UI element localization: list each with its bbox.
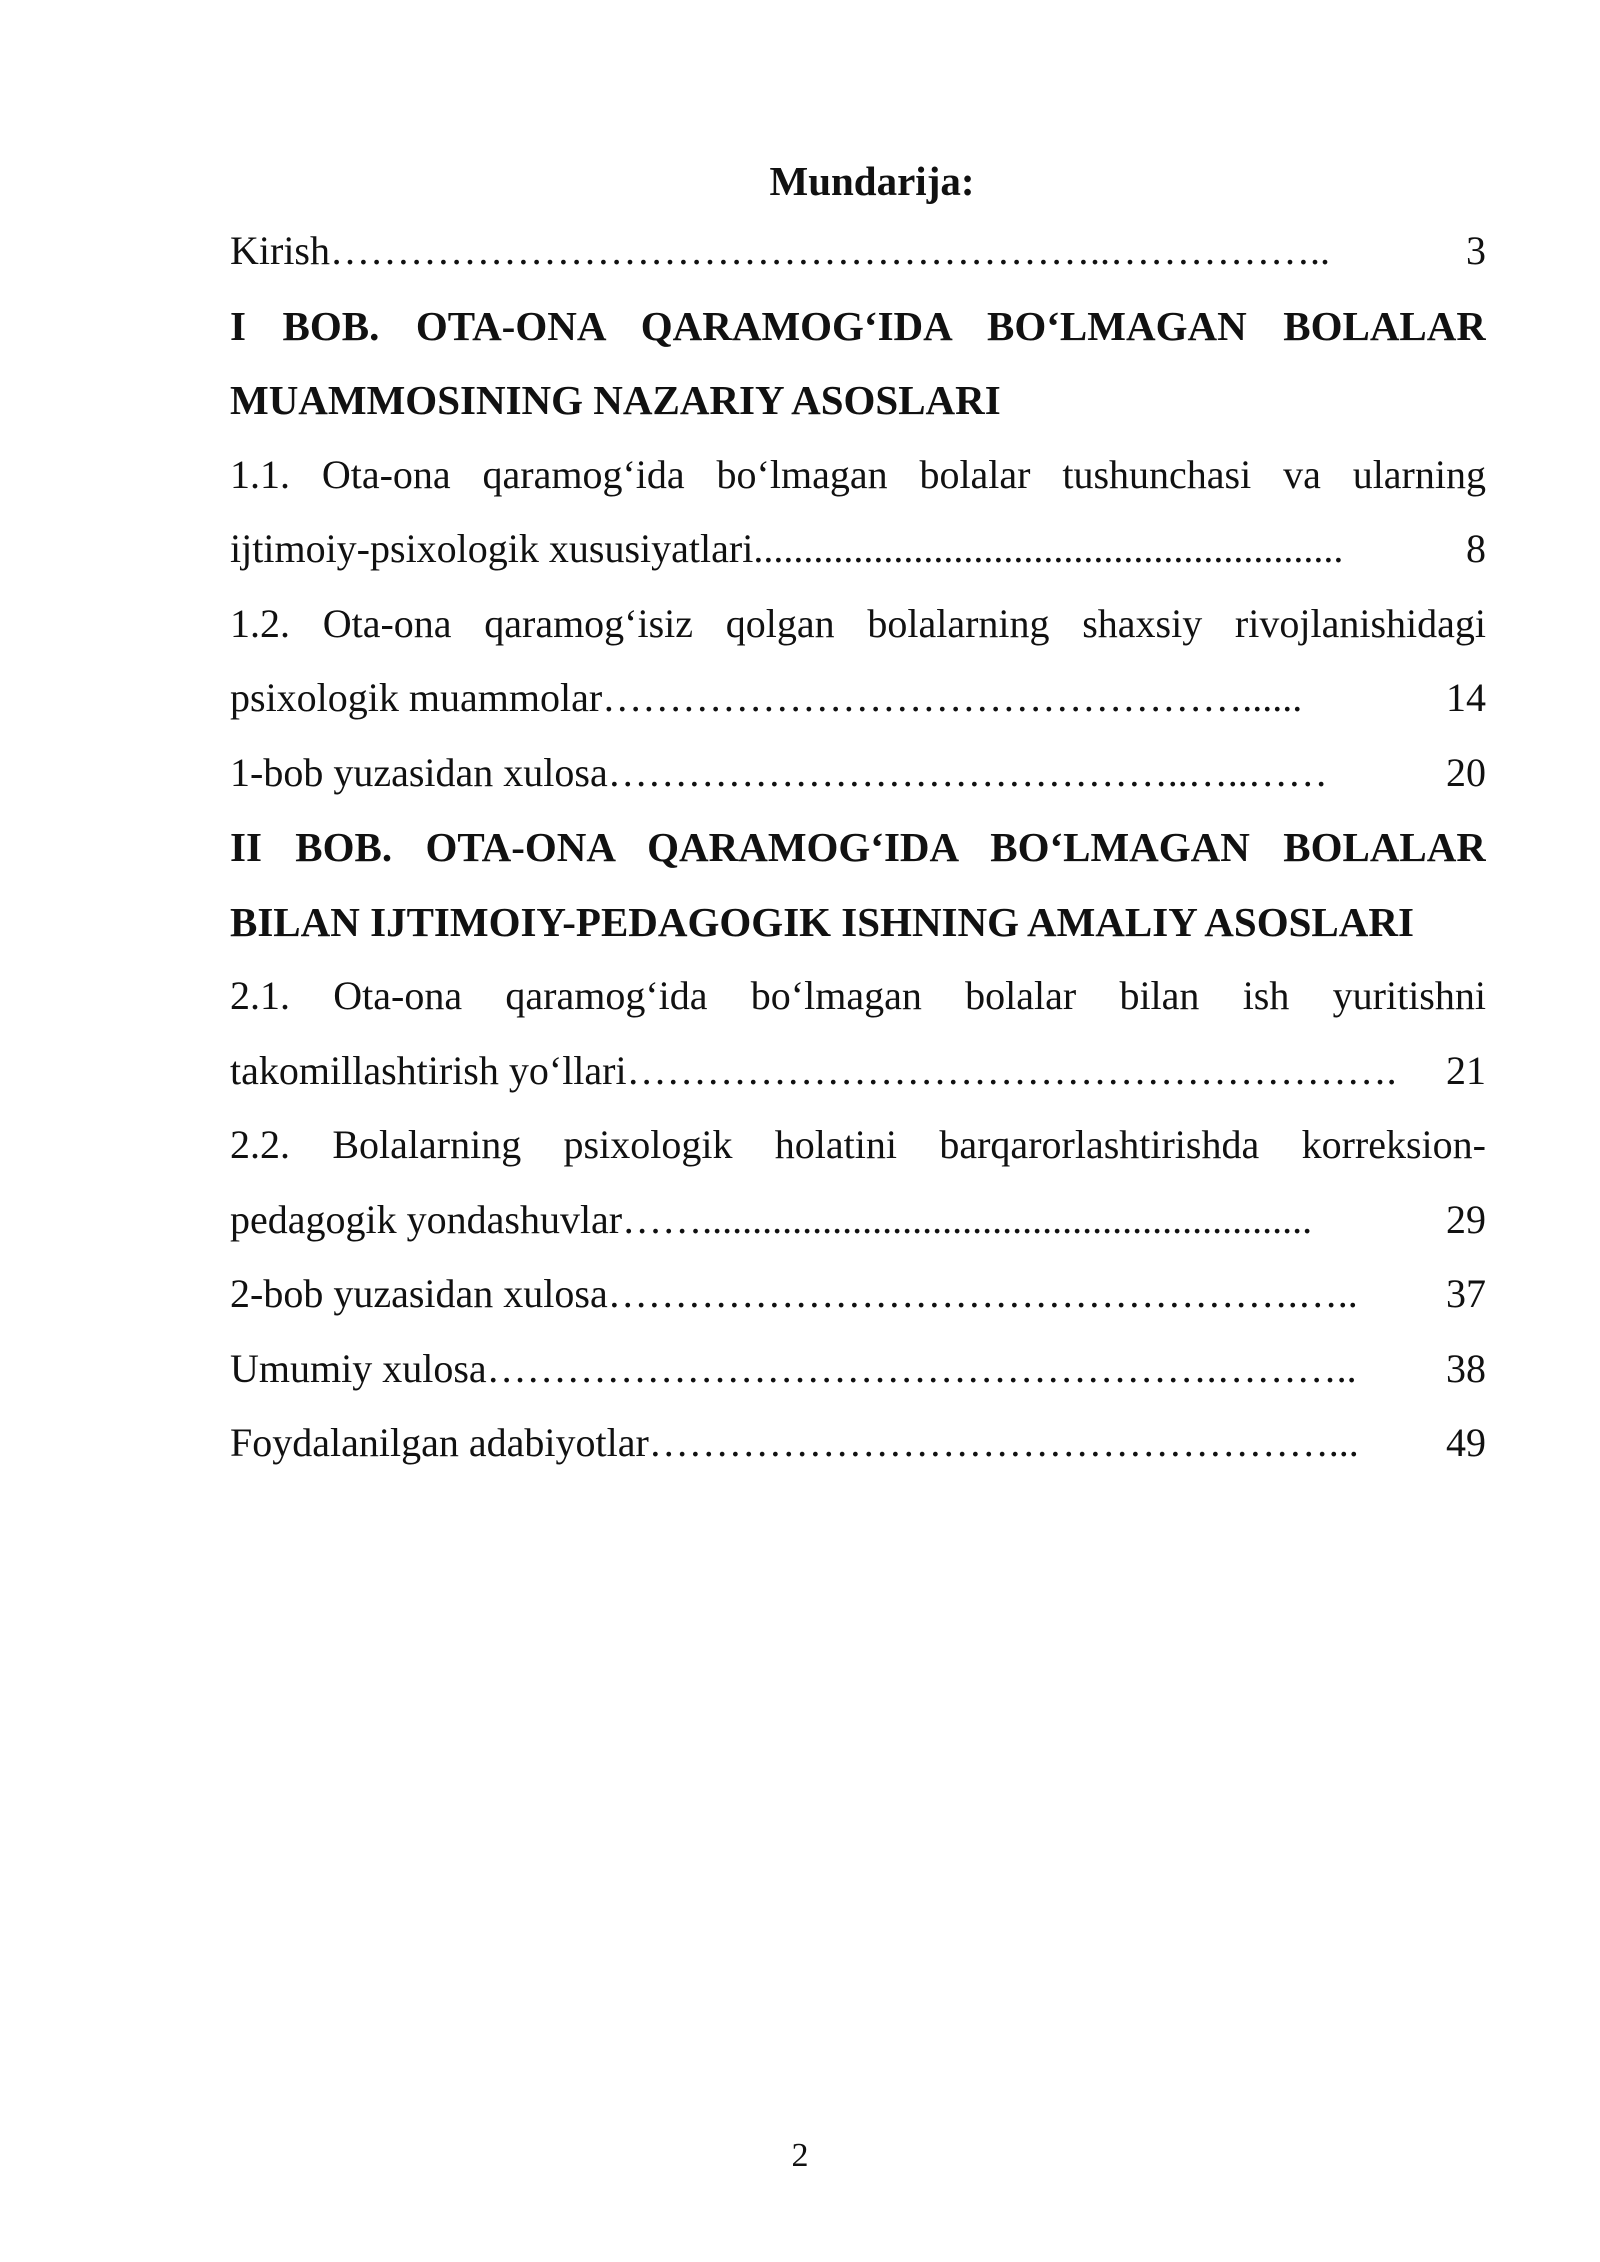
dot-leader: …………………………………………………. bbox=[626, 1047, 1397, 1093]
chapter-2-heading-line-1: II BOB. OTA-ONA QARAMOG‘IDA BO‘LMAGAN BOLALAR bbox=[230, 824, 1486, 870]
toc-entry-kirish bbox=[230, 214, 1486, 289]
dot-leader: ……............................................................. bbox=[622, 1196, 1313, 1242]
chapter-2-heading-line-2: BILAN IJTIMOIY-PEDAGOGIK ISHNING AMALIY ASOSLARI bbox=[230, 898, 1414, 945]
toc-entry-label: 1-bob yuzasidan xulosa bbox=[230, 749, 608, 795]
toc-entry-page: 8 bbox=[1466, 526, 1486, 571]
toc-entry-2-2-line-1: 2.2. Bolalarning psixologik holatini barqarorlashtirishda korreksion- bbox=[230, 1122, 1486, 1167]
toc-entry-2-1-line-1: 2.1. Ota-ona qaramog‘ida bo‘lmagan bolalar bilan ish yuritishni bbox=[230, 973, 1486, 1018]
toc-entry-label: pedagogik yondashuvlar bbox=[230, 1196, 623, 1242]
toc-entry-label: Umumiy xulosa bbox=[230, 1345, 487, 1391]
chapter-1-heading-line-2: MUAMMOSINING NAZARIY ASOSLARI bbox=[230, 377, 1001, 423]
toc-entry-page: 3 bbox=[1466, 228, 1486, 273]
toc-entry-chapter-2-conclusion bbox=[230, 1257, 1486, 1332]
toc-entry-label: Kirish bbox=[230, 228, 330, 273]
table-of-contents bbox=[230, 148, 1486, 1481]
toc-entry-page: 49 bbox=[1446, 1420, 1486, 1465]
toc-entry-1-2-line-1: 1.2. Ota-ona qaramog‘isiz qolgan bolalarning shaxsiy rivojlanishidagi bbox=[230, 600, 1486, 646]
toc-entry-references bbox=[230, 1406, 1486, 1481]
dot-leader: …………………………………………….….. bbox=[607, 1271, 1358, 1316]
toc-entry-label: takomillashtirish yo‘llari bbox=[230, 1047, 627, 1093]
toc-entry-1-2 bbox=[230, 661, 1486, 736]
toc-entry-page: 38 bbox=[1446, 1345, 1486, 1391]
toc-entry-1-1-line-1: 1.1. Ota-ona qaramog‘ida bo‘lmagan bolalar tushunchasi va ularning bbox=[230, 451, 1486, 497]
toc-entry-page: 14 bbox=[1446, 675, 1486, 720]
dot-leader: ........................................................... bbox=[753, 526, 1344, 571]
dot-leader: ……………………………………..…..…… bbox=[607, 749, 1328, 795]
toc-entry-chapter-1-conclusion bbox=[230, 736, 1486, 811]
dot-leader: …………………………………………………..…………….. bbox=[330, 228, 1330, 273]
chapter-1-heading-line-1: I BOB. OTA-ONA QARAMOG‘IDA BO‘LMAGAN BOLALAR bbox=[230, 302, 1486, 349]
toc-entry-label: psixologik muammolar bbox=[230, 675, 603, 720]
toc-entry-1-1 bbox=[230, 512, 1486, 587]
toc-entry-page: 37 bbox=[1446, 1271, 1486, 1316]
toc-entry-label: Foydalanilgan adabiyotlar bbox=[230, 1420, 649, 1465]
dot-leader: …………………………………………...... bbox=[602, 675, 1303, 720]
toc-entry-label: ijtimoiy-psixologik xususiyatlari bbox=[230, 526, 754, 571]
page-number: 2 bbox=[791, 2137, 809, 2174]
toc-entry-page: 20 bbox=[1446, 749, 1486, 795]
toc-entry-page: 29 bbox=[1446, 1196, 1486, 1242]
toc-title: Mundarija: bbox=[769, 158, 975, 204]
toc-entry-general-conclusion bbox=[230, 1332, 1486, 1407]
dot-leader: ……………………………………………... bbox=[648, 1420, 1359, 1465]
toc-entry-2-1 bbox=[230, 1034, 1486, 1109]
toc-entry-2-2 bbox=[230, 1183, 1486, 1258]
toc-entry-label: 2-bob yuzasidan xulosa bbox=[230, 1271, 608, 1316]
toc-entry-page: 21 bbox=[1446, 1047, 1486, 1093]
dot-leader: ……………………………………………….……….. bbox=[486, 1345, 1357, 1391]
